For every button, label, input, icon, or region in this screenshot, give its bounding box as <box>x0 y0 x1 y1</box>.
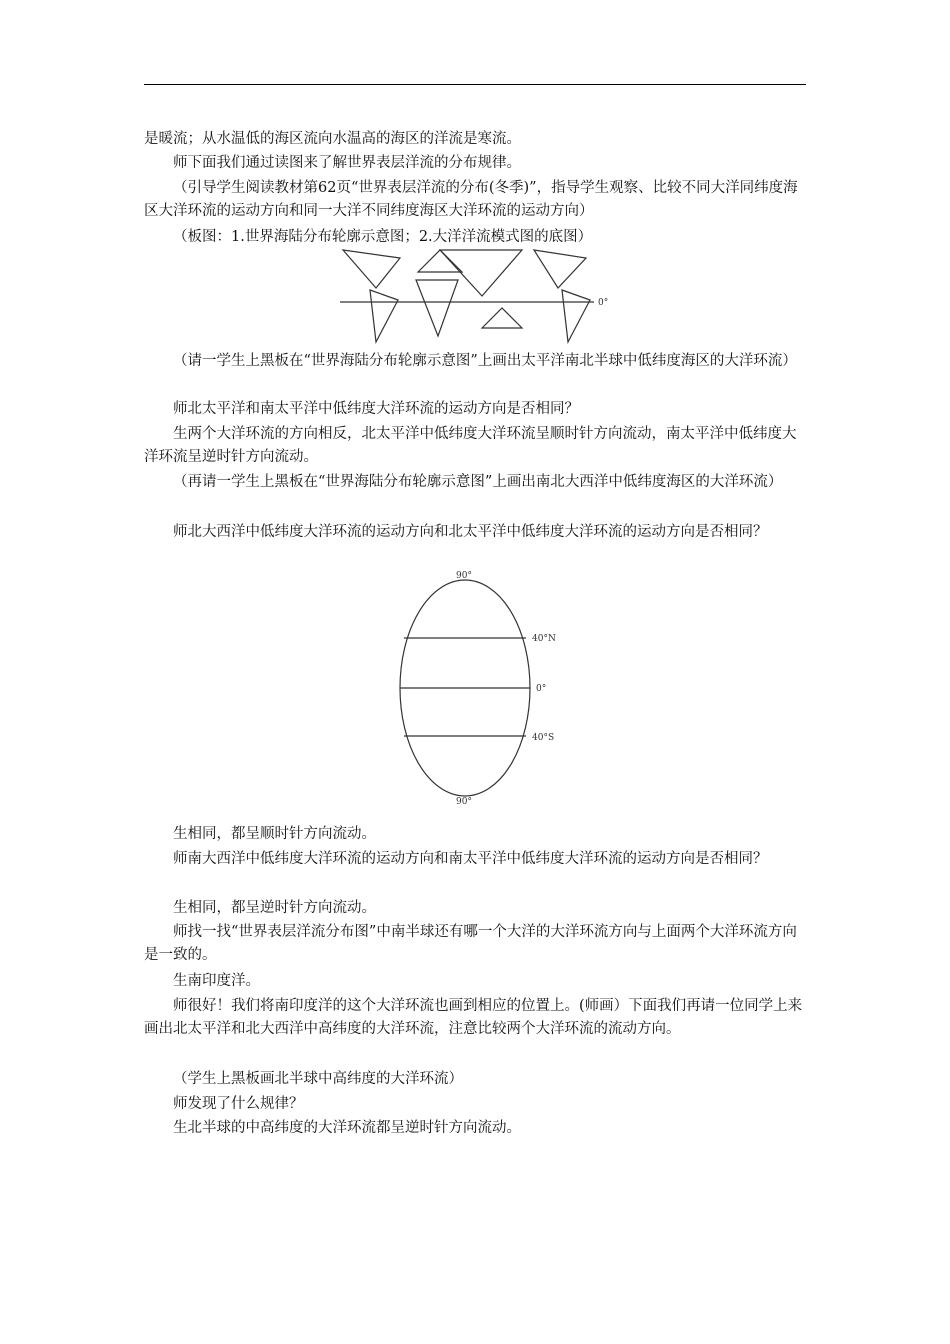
paragraph: 师找一找“世界表层洋流分布图”中南半球还有哪一个大洋的大洋环流方向与上面两个大洋环流方向是一致的。 <box>144 924 797 963</box>
continent-north-america-repeat <box>534 250 586 288</box>
paragraph: （引导学生阅读教材第62页“世界表层洋流的分布(冬季)”，指导学生观察、比较不同大洋同纬度海区大洋环流的运动方向和同一大洋不同纬度海区大洋环流的运动方向） <box>144 180 798 219</box>
paragraph: （板图：1.世界海陆分布轮廓示意图；2.大洋洋流模式图的底图） <box>173 229 593 245</box>
ocean-current-model-base-figure <box>390 568 570 810</box>
paragraph: 生相同，都呈逆时针方向流动。 <box>173 900 376 916</box>
paragraph: 师下面我们通过读图来了解世界表层洋流的分布规律。 <box>173 155 521 171</box>
paragraph: 生南印度洋。 <box>173 973 260 989</box>
continent-europe <box>418 250 462 272</box>
paragraph: 师北大西洋中低纬度大洋环流的运动方向和北太平洋中低纬度大洋环流的运动方向是否相同？ <box>173 524 768 540</box>
north-pole-label: 90° <box>456 571 472 581</box>
south-pole-label: 90° <box>456 797 472 807</box>
lat-40s-label: 40°S <box>532 733 555 743</box>
paragraph: 师很好！我们将南印度洋的这个大洋环流也画到相应的位置上。(师画）下面我们再请一位同学上来画出北太平洋和北大西洋中高纬度的大洋环流，注意比较两个大洋环流的流动方向。 <box>144 998 803 1037</box>
lat-40n-label: 40°N <box>532 634 556 644</box>
paragraph: （再请一学生上黑板在“世界海陆分布轮廓示意图”上画出南北大西洋中低纬度海区的大洋环流） <box>173 474 783 490</box>
equator-label: 0° <box>536 684 547 694</box>
paragraph: （请一学生上黑板在“世界海陆分布轮廓示意图”上画出太平洋南北半球中低纬度海区的大洋环流） <box>173 353 797 369</box>
continent-north-america <box>343 250 400 288</box>
paragraph: 是暖流；从水温低的海区流向水温高的海区的洋流是寒流。 <box>144 131 521 147</box>
continent-africa <box>416 280 458 336</box>
paragraph: 师北太平洋和南太平洋中低纬度大洋环流的运动方向是否相同？ <box>173 401 579 417</box>
header-rule <box>144 84 806 85</box>
paragraph: 生相同，都呈顺时针方向流动。 <box>173 826 376 842</box>
paragraph: 师发现了什么规律？ <box>173 1096 304 1112</box>
continent-south-america <box>370 290 398 342</box>
continent-asia <box>440 250 522 296</box>
paragraph: 生北半球的中高纬度的大洋环流都呈逆时针方向流动。 <box>173 1120 521 1136</box>
world-land-sea-outline-figure <box>336 244 626 346</box>
paragraph: （学生上黑板画北半球中高纬度的大洋环流） <box>173 1071 463 1087</box>
continent-south-america-repeat <box>562 290 590 342</box>
paragraph: 师南大西洋中低纬度大洋环流的运动方向和南太平洋中低纬度大洋环流的运动方向是否相同？ <box>173 851 768 867</box>
paragraph: 生两个大洋环流的方向相反，北太平洋中低纬度大洋环流呈顺时针方向流动，南太平洋中低纬度大洋环流呈逆时针方向流动。 <box>144 426 797 465</box>
continent-australia <box>482 308 522 328</box>
equator-label: 0° <box>598 298 609 308</box>
